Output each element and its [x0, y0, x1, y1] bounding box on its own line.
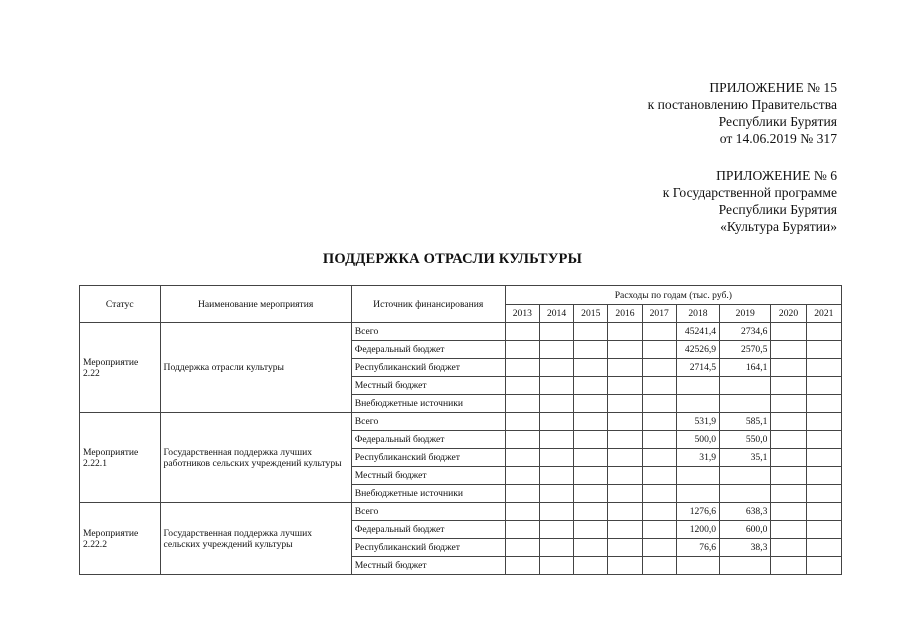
appendix-15-block	[648, 79, 837, 147]
header-year: 2021	[806, 305, 841, 323]
value-cell	[539, 485, 573, 503]
table-row	[80, 503, 842, 521]
funding-source-cell: Федеральный бюджет	[351, 521, 505, 539]
funding-source-cell: Всего	[351, 413, 505, 431]
value-cell	[806, 557, 841, 575]
header-year: 2016	[608, 305, 642, 323]
header-year: 2019	[720, 305, 771, 323]
value-cell	[642, 323, 676, 341]
value-cell	[574, 467, 608, 485]
value-cell	[608, 449, 642, 467]
value-cell	[771, 521, 806, 539]
funding-source-cell: Всего	[351, 323, 505, 341]
value-cell	[505, 485, 539, 503]
activity-name-cell: Поддержка отрасли культуры	[160, 323, 351, 413]
value-cell	[642, 341, 676, 359]
value-cell	[642, 359, 676, 377]
value-cell	[574, 449, 608, 467]
value-cell: 35,1	[720, 449, 771, 467]
value-cell	[574, 341, 608, 359]
value-cell	[642, 413, 676, 431]
value-cell	[539, 377, 573, 395]
value-cell	[720, 557, 771, 575]
value-cell	[642, 557, 676, 575]
value-cell: 550,0	[720, 431, 771, 449]
value-cell	[539, 467, 573, 485]
funding-source-cell: Внебюджетные источники	[351, 395, 505, 413]
header-status: Статус	[80, 286, 161, 323]
value-cell: 42526,9	[676, 341, 719, 359]
value-cell	[676, 395, 719, 413]
funding-source-cell: Федеральный бюджет	[351, 431, 505, 449]
value-cell	[574, 395, 608, 413]
appendix-6-republic: Республики Бурятия	[718, 202, 837, 217]
value-cell	[539, 539, 573, 557]
value-cell: 2714,5	[676, 359, 719, 377]
value-cell	[608, 359, 642, 377]
value-cell	[806, 413, 841, 431]
header-year: 2017	[642, 305, 676, 323]
value-cell	[806, 341, 841, 359]
table-header	[80, 286, 842, 323]
value-cell	[771, 503, 806, 521]
appendix-6-block	[663, 167, 837, 235]
value-cell	[771, 395, 806, 413]
value-cell	[642, 449, 676, 467]
value-cell	[806, 539, 841, 557]
value-cell	[642, 485, 676, 503]
appendix-6-program: к Государственной программе	[662, 185, 837, 200]
value-cell: 2570,5	[720, 341, 771, 359]
value-cell	[771, 359, 806, 377]
header-year: 2020	[771, 305, 806, 323]
value-cell	[806, 467, 841, 485]
value-cell	[642, 431, 676, 449]
funding-source-cell: Республиканский бюджет	[351, 359, 505, 377]
appendix-15-resolution: к постановлению Правительства	[647, 97, 837, 112]
value-cell	[574, 503, 608, 521]
document-title: ПОДДЕРЖКА ОТРАСЛИ КУЛЬТУРЫ	[322, 251, 583, 267]
value-cell	[608, 341, 642, 359]
funding-source-cell: Республиканский бюджет	[351, 539, 505, 557]
value-cell	[676, 467, 719, 485]
table-row	[80, 323, 842, 341]
value-cell	[720, 395, 771, 413]
value-cell	[608, 521, 642, 539]
value-cell	[806, 359, 841, 377]
value-cell	[676, 377, 719, 395]
value-cell	[505, 539, 539, 557]
funding-source-cell: Республиканский бюджет	[351, 449, 505, 467]
value-cell	[505, 359, 539, 377]
header-expenses: Расходы по годам (тыс. руб.)	[505, 286, 841, 305]
value-cell	[771, 539, 806, 557]
status-cell: Мероприятие 2.22.1	[80, 413, 161, 503]
appendix-6-number: ПРИЛОЖЕНИЕ № 6	[716, 168, 837, 183]
appendix-15-date: от 14.06.2019 № 317	[719, 131, 837, 146]
value-cell	[608, 485, 642, 503]
value-cell	[608, 539, 642, 557]
table-body	[80, 323, 842, 575]
value-cell: 76,6	[676, 539, 719, 557]
activity-name-cell: Государственная поддержка лучших работников сельских учреждений культуры	[160, 413, 351, 503]
value-cell	[539, 341, 573, 359]
value-cell	[642, 539, 676, 557]
value-cell	[574, 359, 608, 377]
value-cell: 585,1	[720, 413, 771, 431]
appendix-15-number: ПРИЛОЖЕНИЕ № 15	[709, 80, 837, 95]
funding-source-cell: Местный бюджет	[351, 467, 505, 485]
status-cell: Мероприятие 2.22	[80, 323, 161, 413]
value-cell: 31,9	[676, 449, 719, 467]
funding-source-cell: Внебюджетные источники	[351, 485, 505, 503]
value-cell	[539, 395, 573, 413]
value-cell	[539, 413, 573, 431]
value-cell	[771, 485, 806, 503]
value-cell: 164,1	[720, 359, 771, 377]
value-cell	[539, 521, 573, 539]
value-cell	[720, 377, 771, 395]
value-cell	[771, 557, 806, 575]
value-cell	[676, 485, 719, 503]
value-cell	[505, 431, 539, 449]
value-cell	[608, 323, 642, 341]
value-cell	[642, 467, 676, 485]
value-cell	[720, 485, 771, 503]
value-cell	[505, 413, 539, 431]
header-year: 2015	[574, 305, 608, 323]
value-cell	[806, 485, 841, 503]
value-cell	[539, 449, 573, 467]
value-cell	[539, 431, 573, 449]
value-cell: 1276,6	[676, 503, 719, 521]
value-cell	[642, 521, 676, 539]
value-cell	[608, 503, 642, 521]
value-cell	[806, 395, 841, 413]
appendix-6-program-name: «Культура Бурятии»	[720, 219, 837, 234]
value-cell	[505, 395, 539, 413]
value-cell	[642, 395, 676, 413]
value-cell: 38,3	[720, 539, 771, 557]
budget-table	[79, 285, 842, 575]
value-cell	[771, 413, 806, 431]
value-cell	[539, 503, 573, 521]
value-cell: 2734,6	[720, 323, 771, 341]
value-cell	[771, 341, 806, 359]
funding-source-cell: Федеральный бюджет	[351, 341, 505, 359]
header-year: 2013	[505, 305, 539, 323]
value-cell	[771, 431, 806, 449]
value-cell	[574, 557, 608, 575]
appendix-15-republic: Республики Бурятия	[718, 114, 837, 129]
value-cell	[505, 467, 539, 485]
header-year: 2014	[539, 305, 573, 323]
value-cell	[608, 395, 642, 413]
value-cell	[771, 323, 806, 341]
value-cell	[806, 431, 841, 449]
value-cell	[574, 521, 608, 539]
value-cell	[505, 449, 539, 467]
value-cell	[608, 467, 642, 485]
value-cell	[574, 485, 608, 503]
value-cell	[642, 503, 676, 521]
value-cell	[608, 431, 642, 449]
value-cell: 500,0	[676, 431, 719, 449]
funding-source-cell: Местный бюджет	[351, 557, 505, 575]
value-cell	[720, 467, 771, 485]
value-cell	[574, 539, 608, 557]
value-cell: 638,3	[720, 503, 771, 521]
value-cell	[539, 323, 573, 341]
value-cell	[539, 359, 573, 377]
activity-name-cell: Государственная поддержка лучших сельских учреждений культуры	[160, 503, 351, 575]
header-source: Источник финансирования	[351, 286, 505, 323]
value-cell: 531,9	[676, 413, 719, 431]
value-cell	[539, 557, 573, 575]
value-cell	[505, 341, 539, 359]
value-cell	[574, 377, 608, 395]
value-cell	[574, 323, 608, 341]
value-cell: 1200,0	[676, 521, 719, 539]
status-cell: Мероприятие 2.22.2	[80, 503, 161, 575]
value-cell: 45241,4	[676, 323, 719, 341]
value-cell	[806, 449, 841, 467]
value-cell	[505, 377, 539, 395]
value-cell	[608, 557, 642, 575]
value-cell	[505, 557, 539, 575]
value-cell	[574, 413, 608, 431]
table-row	[80, 413, 842, 431]
value-cell	[806, 503, 841, 521]
value-cell	[642, 377, 676, 395]
value-cell	[771, 467, 806, 485]
funding-source-cell: Местный бюджет	[351, 377, 505, 395]
value-cell	[505, 323, 539, 341]
value-cell: 600,0	[720, 521, 771, 539]
value-cell	[608, 413, 642, 431]
value-cell	[676, 557, 719, 575]
value-cell	[505, 521, 539, 539]
value-cell	[806, 521, 841, 539]
funding-source-cell: Всего	[351, 503, 505, 521]
header-year: 2018	[676, 305, 719, 323]
value-cell	[608, 377, 642, 395]
value-cell	[505, 503, 539, 521]
value-cell	[806, 323, 841, 341]
value-cell	[771, 449, 806, 467]
header-name: Наименование мероприятия	[160, 286, 351, 323]
value-cell	[574, 431, 608, 449]
value-cell	[771, 377, 806, 395]
value-cell	[806, 377, 841, 395]
